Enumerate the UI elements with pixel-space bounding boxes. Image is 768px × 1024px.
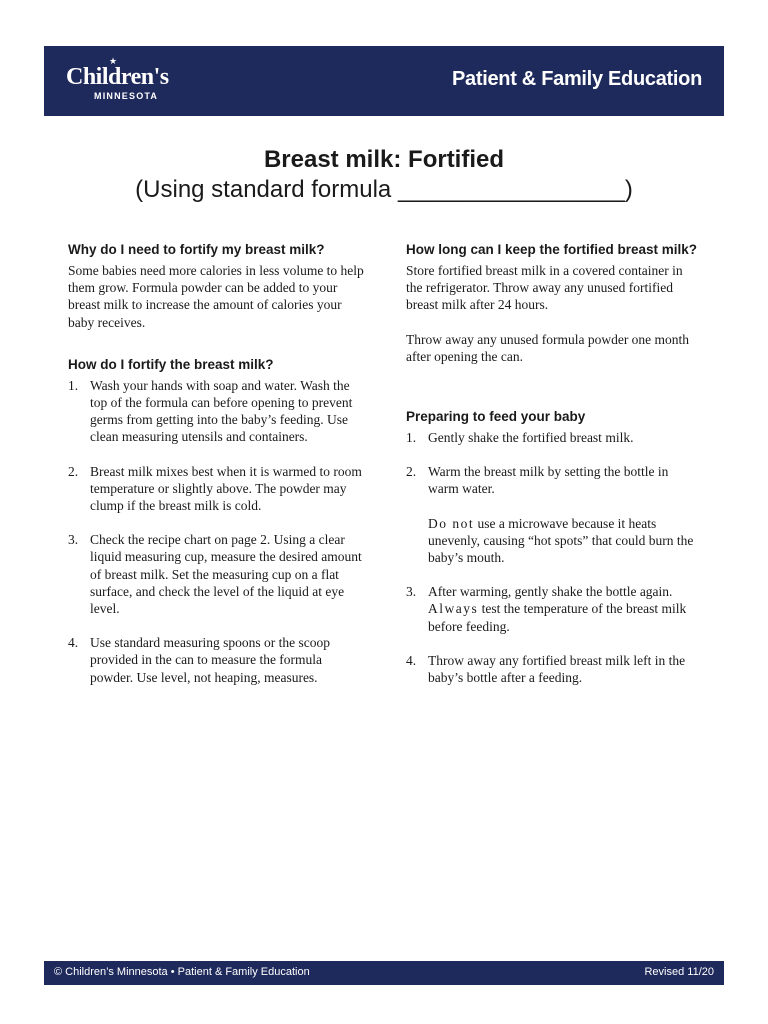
right-column	[406, 241, 702, 711]
do-not-emphasis: Do not	[428, 515, 475, 531]
list-item: 4. Use standard measuring spoons or the scoop provided in the can to measure the formula powder. Use level, not heaping, measures.	[68, 635, 330, 685]
document-title: Breast milk: Fortified	[263, 146, 505, 173]
why-body: Some babies need more calories in less volume to help them grow. Formula powder can be added to your breast milk to increase the amount of calories your baby receives.	[68, 263, 364, 330]
header-banner	[44, 46, 724, 116]
always-emphasis: Always	[428, 601, 479, 617]
star-icon: ★	[109, 56, 118, 66]
how-steps	[68, 377, 368, 686]
list-item: 1. Gently shake the fortified breast milk.	[406, 430, 634, 446]
list-item: 3. After warming, gently shake the bottle again. Always test the temperature of the breast milk before feeding.	[406, 584, 687, 634]
document-subtitle: (Using standard formula _________________)	[135, 176, 633, 203]
list-item: 3. Check the recipe chart on page 2. Using a clear liquid measuring cup, measure the desired amount of breast milk. Set the measuring cup on a flat surface, and check the level of the liquid at eye level.	[68, 532, 362, 617]
prep-section	[406, 408, 702, 686]
footer-copyright: © Children’s Minnesota • Patient & Family Education	[54, 966, 310, 978]
how-heading: How do I fortify the breast milk?	[68, 356, 274, 372]
list-item: 4. Throw away any fortified breast milk left in the baby’s bottle after a feeding.	[406, 652, 686, 686]
keep-body-2: Throw away any unused formula powder one month after opening the can.	[406, 331, 690, 364]
childrens-minnesota-logo	[66, 56, 196, 104]
keep-section	[406, 241, 702, 365]
logo-name: Children's	[66, 64, 169, 90]
footer-bar	[44, 961, 724, 985]
keep-body-1: Store fortified breast milk in a covered container in the refrigerator. Throw away any unused fortified breast milk after 24 hours.	[406, 263, 683, 313]
how-section	[68, 356, 368, 686]
footer-revised: Revised 11/20	[644, 966, 714, 978]
list-item: 2. Warm the breast milk by setting the bottle in warm water. Do not use a microwave because it heats unevenly, causing “hot spots” that could burn the baby’s mouth.	[406, 464, 694, 566]
prep-steps	[406, 429, 702, 686]
why-section	[68, 241, 368, 331]
list-item: 1. Wash your hands with soap and water. Wash the top of the formula can before opening to prevent germs from getting into the baby’s feeding. Use clean measuring utensils and containers.	[68, 377, 353, 445]
keep-heading: How long can I keep the fortified breast milk?	[406, 242, 698, 257]
logo-subtitle: MINNESOTA	[94, 91, 159, 101]
header-title: Patient & Family Education	[451, 68, 702, 90]
list-item: 2. Breast milk mixes best when it is warmed to room temperature or slightly above. The powder may clump if the breast milk is cold.	[68, 463, 362, 514]
left-column	[68, 241, 368, 711]
why-heading: Why do I need to fortify my breast milk?	[68, 242, 325, 257]
prep-heading: Preparing to feed your baby	[406, 409, 586, 425]
